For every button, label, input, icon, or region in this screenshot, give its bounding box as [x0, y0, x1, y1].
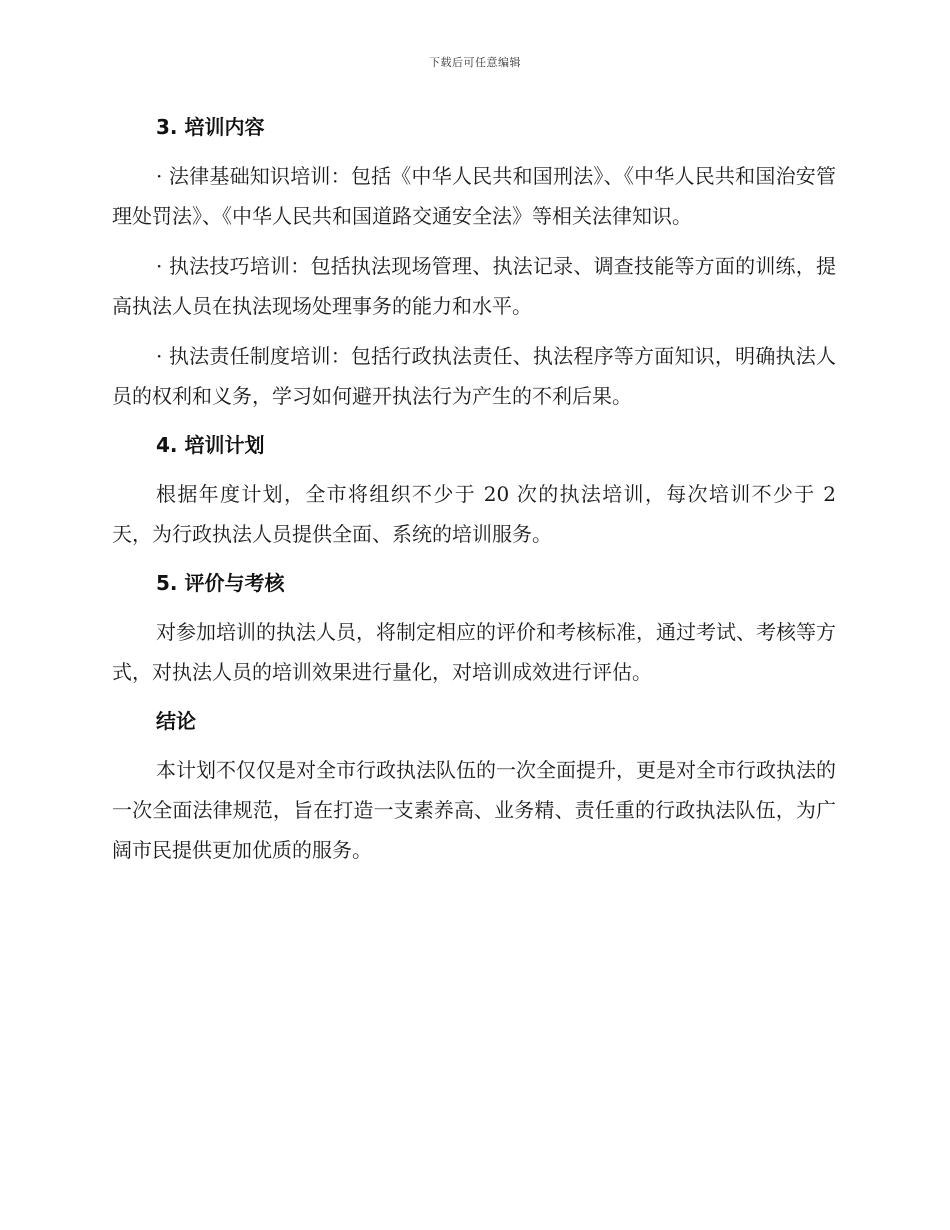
- paragraph-conclusion: 本计划不仅仅是对全市行政执法队伍的一次全面提升，更是对全市行政执法的一次全面法律规范，旨在打造一支素养高、业务精、责任重的行政执法队伍，为广阔市民提供更加优质的服务。: [112, 758, 836, 862]
- paragraph-evaluation: 对参加培训的执法人员，将制定相应的评价和考核标准，通过考试、考核等方式，对执法人员的培训效果进行量化，对培训成效进行评估。: [112, 620, 836, 684]
- section-heading-training-plan: 4. 培训计划: [156, 433, 265, 457]
- paragraph-training-plan: 根据年度计划，全市将组织不少于 20 次的执法培训，每次培训不少于 2 天，为行政执法人员提供全面、系统的培训服务。: [112, 482, 836, 546]
- paragraph-enforcement-skills-training: · 执法技巧培训：包括执法现场管理、执法记录、调查技能等方面的训练，提高执法人员在执法现场处理事务的能力和水平。: [112, 254, 836, 318]
- section-heading-conclusion: 结论: [156, 709, 196, 733]
- document-body: [112, 108, 836, 870]
- section-heading-evaluation: 5. 评价与考核: [156, 571, 285, 595]
- paragraph-legal-knowledge-training: · 法律基础知识培训：包括《中华人民共和国刑法》、《中华人民共和国治安管理处罚法》、《中华人民共和国道路交通安全法》等相关法律知识。: [112, 164, 836, 228]
- section-heading-training-content: 3. 培训内容: [156, 115, 265, 139]
- header-note: 下载后可任意编辑: [429, 56, 521, 69]
- paragraph-responsibility-system-training: · 执法责任制度培训：包括行政执法责任、执法程序等方面知识，明确执法人员的权利和义务，学习如何避开执法行为产生的不利后果。: [112, 344, 836, 408]
